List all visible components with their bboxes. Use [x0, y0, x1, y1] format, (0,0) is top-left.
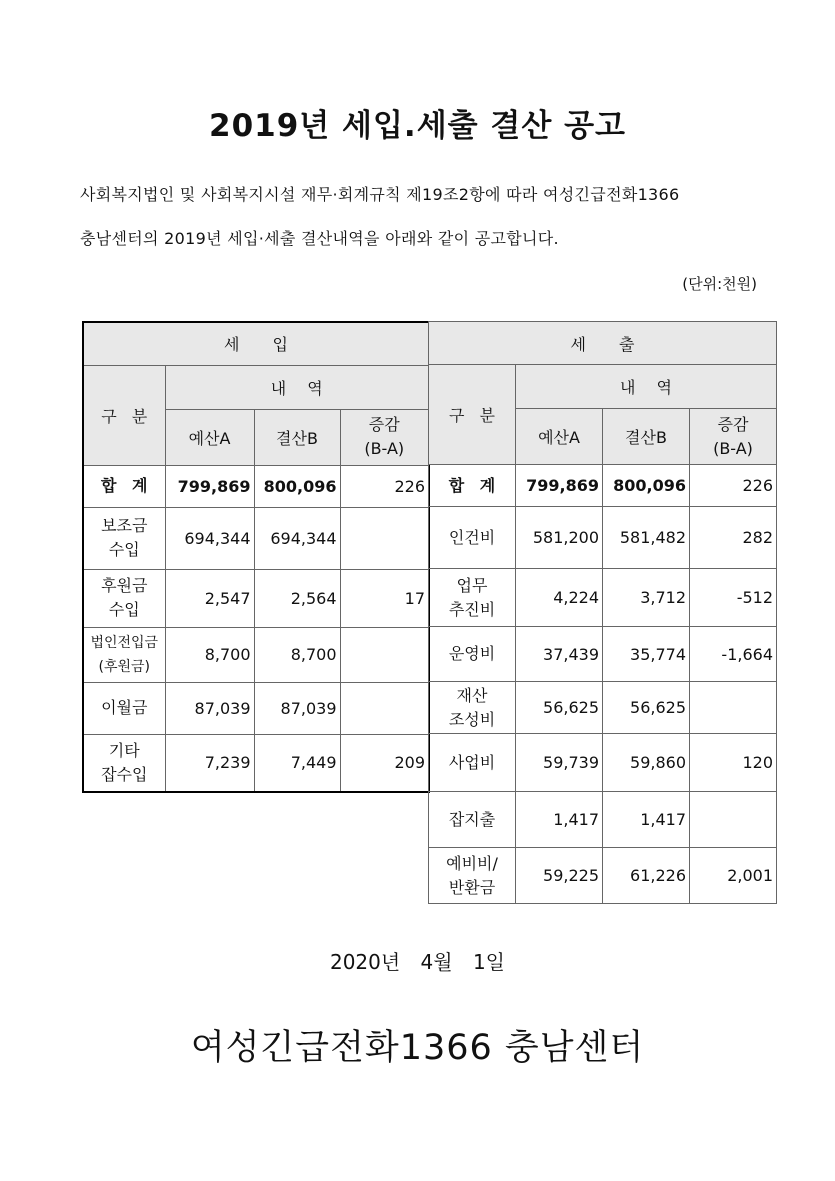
- expense-table: [428, 321, 777, 904]
- row-diff: 17: [340, 569, 429, 627]
- row-settle: 7,449: [254, 734, 340, 792]
- row-diff: [690, 792, 777, 848]
- announcement-date: 2020년 4월 1일: [329, 950, 506, 974]
- row-diff: -1,664: [690, 627, 777, 682]
- row-budget: 7,239: [165, 734, 254, 792]
- table-row: [429, 569, 777, 627]
- table-row: [429, 734, 777, 792]
- intro-line-1: 사회복지법인 및 사회복지시설 재무·회계규칙 제19조2항에 따라 여성긴급전화1366: [80, 185, 680, 204]
- row-diff: [340, 627, 429, 682]
- table-row: [429, 627, 777, 682]
- income-total-diff: 226: [340, 465, 429, 507]
- expense-settle-header: 결산B: [603, 409, 690, 465]
- row-label: 이월금: [83, 682, 165, 734]
- row-diff: [690, 682, 777, 734]
- row-budget: 37,439: [516, 627, 603, 682]
- row-settle: 61,226: [603, 848, 690, 904]
- row-settle: 87,039: [254, 682, 340, 734]
- income-total-settle: 800,096: [254, 465, 340, 507]
- organization-name: 여성긴급전화1366 충남센터: [190, 1028, 645, 1068]
- row-label: 운영비: [429, 627, 516, 682]
- row-settle: 3,712: [603, 569, 690, 627]
- row-settle: 35,774: [603, 627, 690, 682]
- row-label: 법인전입금 (후원금): [83, 627, 165, 682]
- table-row: [83, 507, 429, 569]
- expense-budget-header: 예산A: [516, 409, 603, 465]
- expense-gubun-header: 구 분: [429, 365, 516, 465]
- row-label: 기타 잡수입: [83, 734, 165, 792]
- expense-section-header: 세 출: [429, 322, 777, 365]
- row-diff: 209: [340, 734, 429, 792]
- row-diff: 120: [690, 734, 777, 792]
- row-budget: 1,417: [516, 792, 603, 848]
- row-label: 업무 추진비: [429, 569, 516, 627]
- table-row: [83, 734, 429, 792]
- row-settle: 1,417: [603, 792, 690, 848]
- row-budget: 581,200: [516, 507, 603, 569]
- table-row: [429, 507, 777, 569]
- income-table: [82, 321, 430, 793]
- income-gubun-header: 구 분: [83, 365, 165, 465]
- row-budget: 87,039: [165, 682, 254, 734]
- income-section-header: 세 입: [83, 322, 429, 365]
- table-row: [429, 848, 777, 904]
- expense-total-settle: 800,096: [603, 465, 690, 507]
- income-total-budget: 799,869: [165, 465, 254, 507]
- row-label: 예비비/ 반환금: [429, 848, 516, 904]
- expense-total-diff: 226: [690, 465, 777, 507]
- row-label: 사업비: [429, 734, 516, 792]
- row-settle: 8,700: [254, 627, 340, 682]
- row-settle: 581,482: [603, 507, 690, 569]
- table-row: [83, 569, 429, 627]
- income-budget-header: 예산A: [165, 409, 254, 465]
- expense-diff-header: 증감 (B-A): [690, 409, 777, 465]
- unit-note: (단위:천원): [682, 275, 757, 293]
- row-settle: 56,625: [603, 682, 690, 734]
- expense-total-label: 합 계: [429, 465, 516, 507]
- row-budget: 59,225: [516, 848, 603, 904]
- row-settle: 59,860: [603, 734, 690, 792]
- income-diff-header: 증감 (B-A): [340, 409, 429, 465]
- row-budget: 8,700: [165, 627, 254, 682]
- expense-naeyeok-header: 내 역: [516, 365, 777, 409]
- row-diff: 2,001: [690, 848, 777, 904]
- row-budget: 59,739: [516, 734, 603, 792]
- expense-total-budget: 799,869: [516, 465, 603, 507]
- table-row: [429, 792, 777, 848]
- row-label: 인건비: [429, 507, 516, 569]
- row-diff: [340, 507, 429, 569]
- row-settle: 694,344: [254, 507, 340, 569]
- row-diff: [340, 682, 429, 734]
- table-row: [429, 682, 777, 734]
- row-budget: 2,547: [165, 569, 254, 627]
- row-label: 잡지출: [429, 792, 516, 848]
- row-budget: 694,344: [165, 507, 254, 569]
- row-label: 재산 조성비: [429, 682, 516, 734]
- intro-line-2: 충남센터의 2019년 세입·세출 결산내역을 아래와 같이 공고합니다.: [80, 229, 559, 248]
- row-budget: 56,625: [516, 682, 603, 734]
- row-diff: -512: [690, 569, 777, 627]
- row-budget: 4,224: [516, 569, 603, 627]
- table-row: [83, 682, 429, 734]
- table-row: [83, 627, 429, 682]
- row-diff: 282: [690, 507, 777, 569]
- row-label: 후원금 수입: [83, 569, 165, 627]
- income-total-label: 합 계: [83, 465, 165, 507]
- row-label: 보조금 수입: [83, 507, 165, 569]
- income-naeyeok-header: 내 역: [165, 365, 429, 409]
- income-settle-header: 결산B: [254, 409, 340, 465]
- row-settle: 2,564: [254, 569, 340, 627]
- page-title: 2019년 세입.세출 결산 공고: [209, 108, 626, 144]
